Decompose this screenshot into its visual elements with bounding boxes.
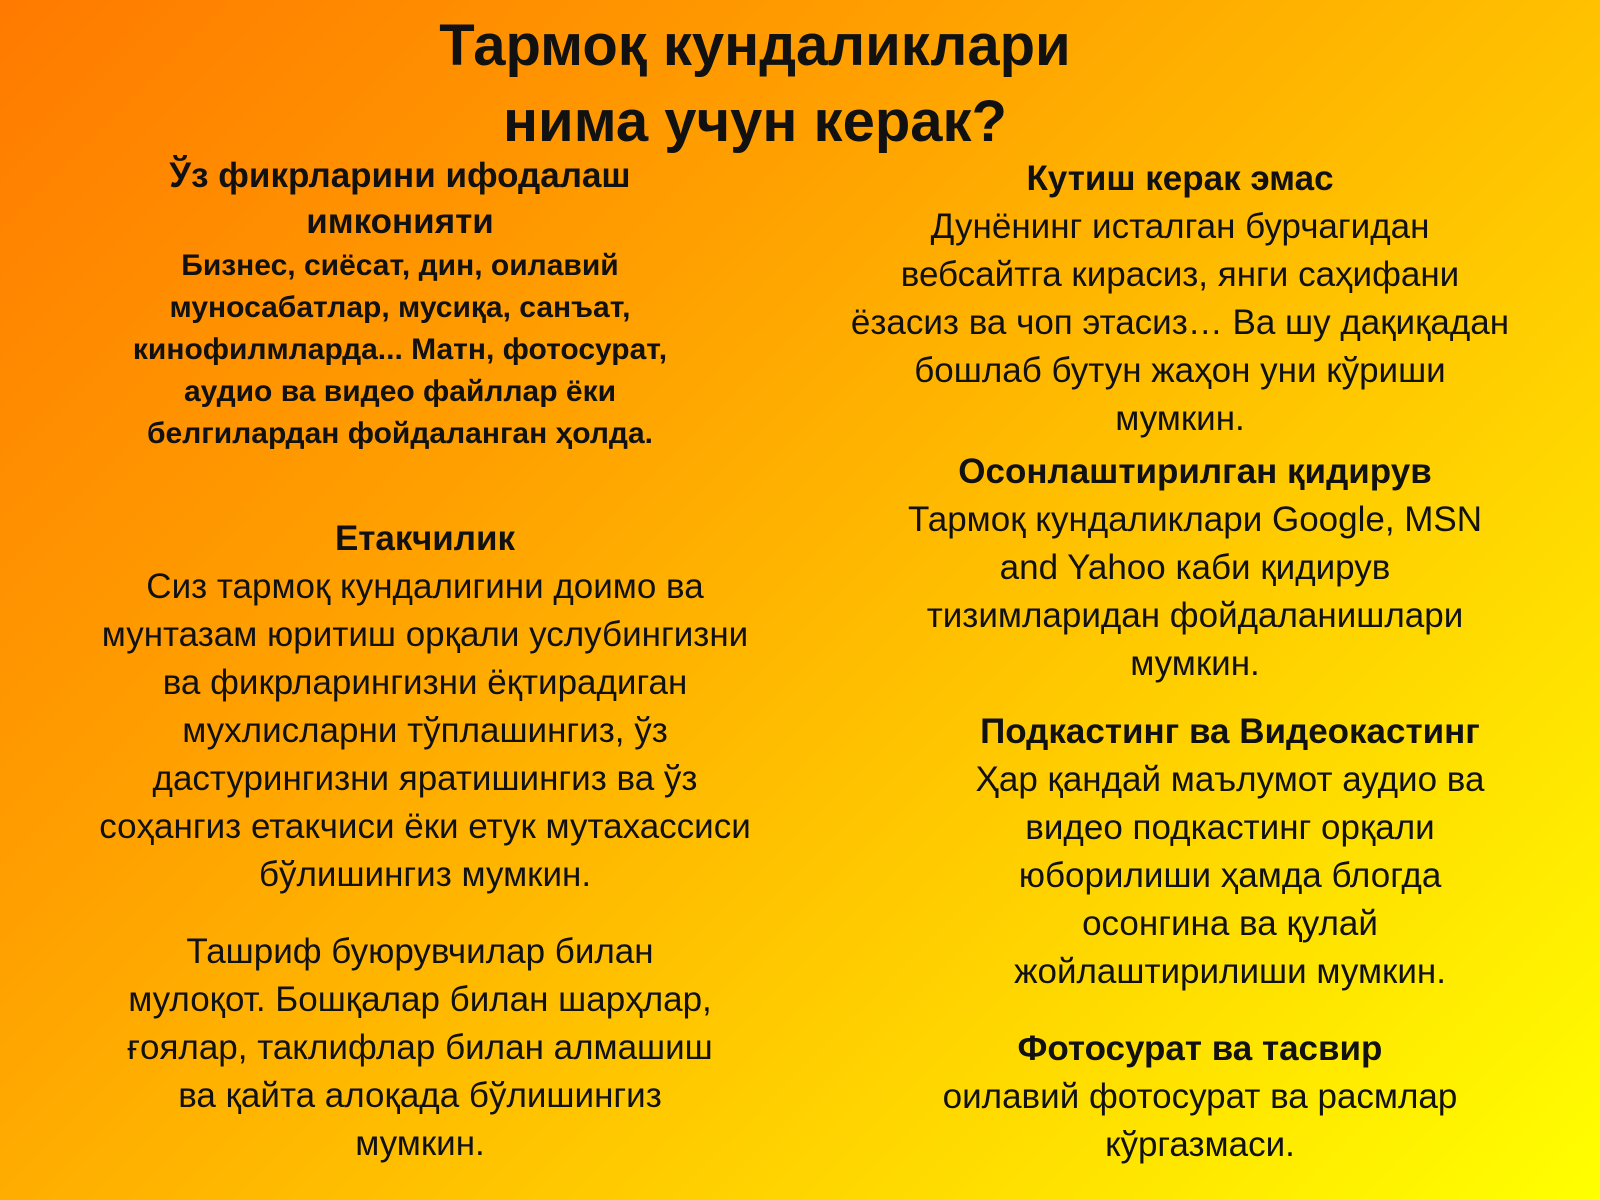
section-podcasting — [880, 708, 1580, 996]
section-text-line: Тармоқ кундаликлари Google, MSN — [907, 500, 1483, 539]
section-text-line: and Yahoo каби қидирув — [999, 548, 1391, 587]
section-text-line: осонгина ва қулай — [1082, 904, 1378, 943]
section-text-line: вебсайтга кирасиз, янги саҳифани — [900, 255, 1460, 294]
section-heading: Фотосурат ва тасвир — [1017, 1029, 1383, 1068]
section-text-line: кинофилмларда... Матн, фотосурат, — [132, 333, 668, 366]
section-text-line: белгилардан фойдаланган ҳолда. — [147, 417, 653, 450]
section-text-line: Сиз тармоқ кундалигини доимо ва — [146, 567, 704, 606]
section-text-line: Ҳар қандай маълумот аудио ва — [975, 760, 1485, 799]
section-heading: Осонлаштирилган қидирув — [958, 452, 1432, 491]
section-text-line: Бизнес, сиёсат, дин, оилавий — [181, 249, 619, 282]
section-text-line: оилавий фотосурат ва расмлар — [942, 1077, 1458, 1116]
section-text-line: Дунёнинг исталган бурчагидан — [930, 207, 1430, 246]
page-title-line-1: Тармоқ кундаликлари — [439, 13, 1071, 78]
section-leadership — [45, 515, 805, 899]
section-self-expression — [50, 153, 750, 455]
section-text-line: мунтазам юритиш орқали услубингизни — [101, 615, 749, 654]
section-heading: Кутиш керак эмас — [1026, 159, 1334, 198]
section-no-waiting — [795, 155, 1565, 443]
section-text-line: бўлишингиз мумкин. — [258, 855, 592, 894]
section-text-line: мумкин. — [355, 1124, 485, 1163]
section-text-line: мумкин. — [1130, 644, 1260, 683]
section-photo — [840, 1025, 1560, 1169]
section-heading: Подкастинг ва Видеокастинг — [980, 712, 1480, 751]
section-search — [830, 448, 1560, 688]
section-text-line: юборилиши ҳамда блогда — [1018, 856, 1442, 895]
section-heading-line: Ўз фикрларини ифодалаш — [169, 156, 631, 195]
section-text-line: ғоялар, таклифлар билан алмашиш — [127, 1028, 713, 1067]
section-text-line: мумкин. — [1115, 399, 1245, 438]
page-title — [0, 8, 1510, 160]
section-text-line: видео подкастинг орқали — [1025, 808, 1435, 847]
section-communication — [70, 928, 770, 1168]
section-text-line: жойлаштирилиши мумкин. — [1014, 952, 1446, 991]
section-text-line: ва фикрларингизни ёқтирадиган — [162, 663, 688, 702]
page-title-line-2: нима учун керак? — [503, 89, 1007, 154]
section-text-line: Ташриф буюрувчилар билан — [186, 932, 654, 971]
section-text-line: тизимларидан фойдаланишлари — [926, 596, 1464, 635]
section-text-line: соҳангиз етакчиси ёки етук мутахассиси — [99, 807, 751, 846]
section-heading-line: имконияти — [306, 202, 494, 241]
section-text-line: дастурингизни яратишингиз ва ўз — [152, 759, 698, 798]
section-text-line: кўргазмаси. — [1105, 1125, 1295, 1164]
section-text-line: ёзасиз ва чоп этасиз… Ва шу дақиқадан — [850, 303, 1510, 342]
section-text-line: мухлисларни тўплашингиз, ўз — [182, 711, 668, 750]
section-heading: Етакчилик — [334, 519, 516, 558]
section-text-line: аудио ва видео файллар ёки — [183, 375, 617, 408]
section-text-line: ва қайта алоқада бўлишингиз — [178, 1076, 662, 1115]
section-text-line: муносабатлар, мусиқа, санъат, — [169, 291, 631, 324]
section-text-line: мулоқот. Бошқалар билан шарҳлар, — [128, 980, 712, 1019]
section-text-line: бошлаб бутун жаҳон уни кўриши — [914, 351, 1446, 390]
